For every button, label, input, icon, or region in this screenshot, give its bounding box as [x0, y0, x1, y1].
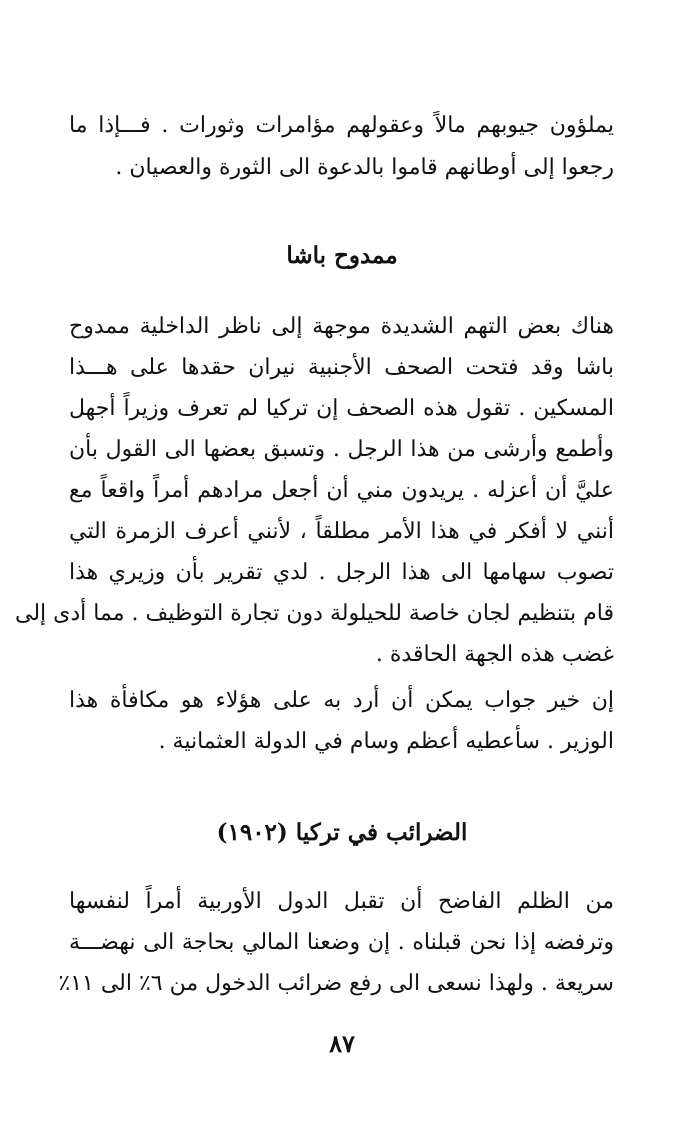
text-line: أنني لا أفكر في هذا الأمر مطلقاً ، لأنني أعرف الزمرة التي	[69, 519, 614, 544]
text-line: المسكين . تقول هذه الصحف إن تركيا لم تعرف وزيراً أجهل	[69, 396, 614, 421]
text-line: وترفضه إذا نحن قبلناه . إن وضعنا المالي بحاجة الى نهضـــة	[69, 930, 614, 955]
section-heading-taxes-in-turkey: الضرائب في تركيا (١٩٠٢)	[216, 819, 468, 846]
page-number: ٨٧	[329, 1029, 355, 1058]
text-line: وأطمع وأرشى من هذا الرجل . وتسبق بعضها الى القول بأن	[69, 437, 614, 462]
text-line: هناك بعض التهم الشديدة موجهة إلى ناظر الداخلية ممدوح	[69, 314, 614, 339]
text-line: تصوب سهامها الى هذا الرجل . لدي تقرير بأن وزيري هذا	[69, 560, 614, 585]
text-line: رجعوا إلى أوطانهم قاموا بالدعوة الى الثورة والعصيان .	[115, 155, 614, 180]
text-line: عليَّ أن أعزله . يريدون مني أن أجعل مرادهم أمراً واقعاً مع	[69, 478, 614, 503]
text-line: الوزير . سأعطيه أعظم وسام في الدولة العثمانية .	[158, 729, 614, 754]
text-line: قام بتنظيم لجان خاصة للحيلولة دون تجارة التوظيف . مما أدى إلى	[15, 601, 614, 626]
text-line: غضب هذه الجهة الحاقدة .	[375, 642, 614, 667]
text-line: من الظلم الفاضح أن تقبل الدول الأوربية أمراً لنفسها	[69, 889, 614, 914]
text-line: باشا وقد فتحت الصحف الأجنبية نيران حقدها على هـــذا	[69, 355, 614, 380]
text-line: يملؤون جيوبهم مالاً وعقولهم مؤامرات وثورات . فـــإذا ما	[69, 113, 614, 138]
section-heading-mamdouh-pasha: ممدوح باشا	[286, 242, 398, 269]
text-line: إن خير جواب يمكن أن أرد به على هؤلاء هو مكافأة هذا	[69, 688, 614, 713]
text-line: سريعة . ولهذا نسعى الى رفع ضرائب الدخول من ٦٪ الى ١١٪	[58, 971, 614, 996]
